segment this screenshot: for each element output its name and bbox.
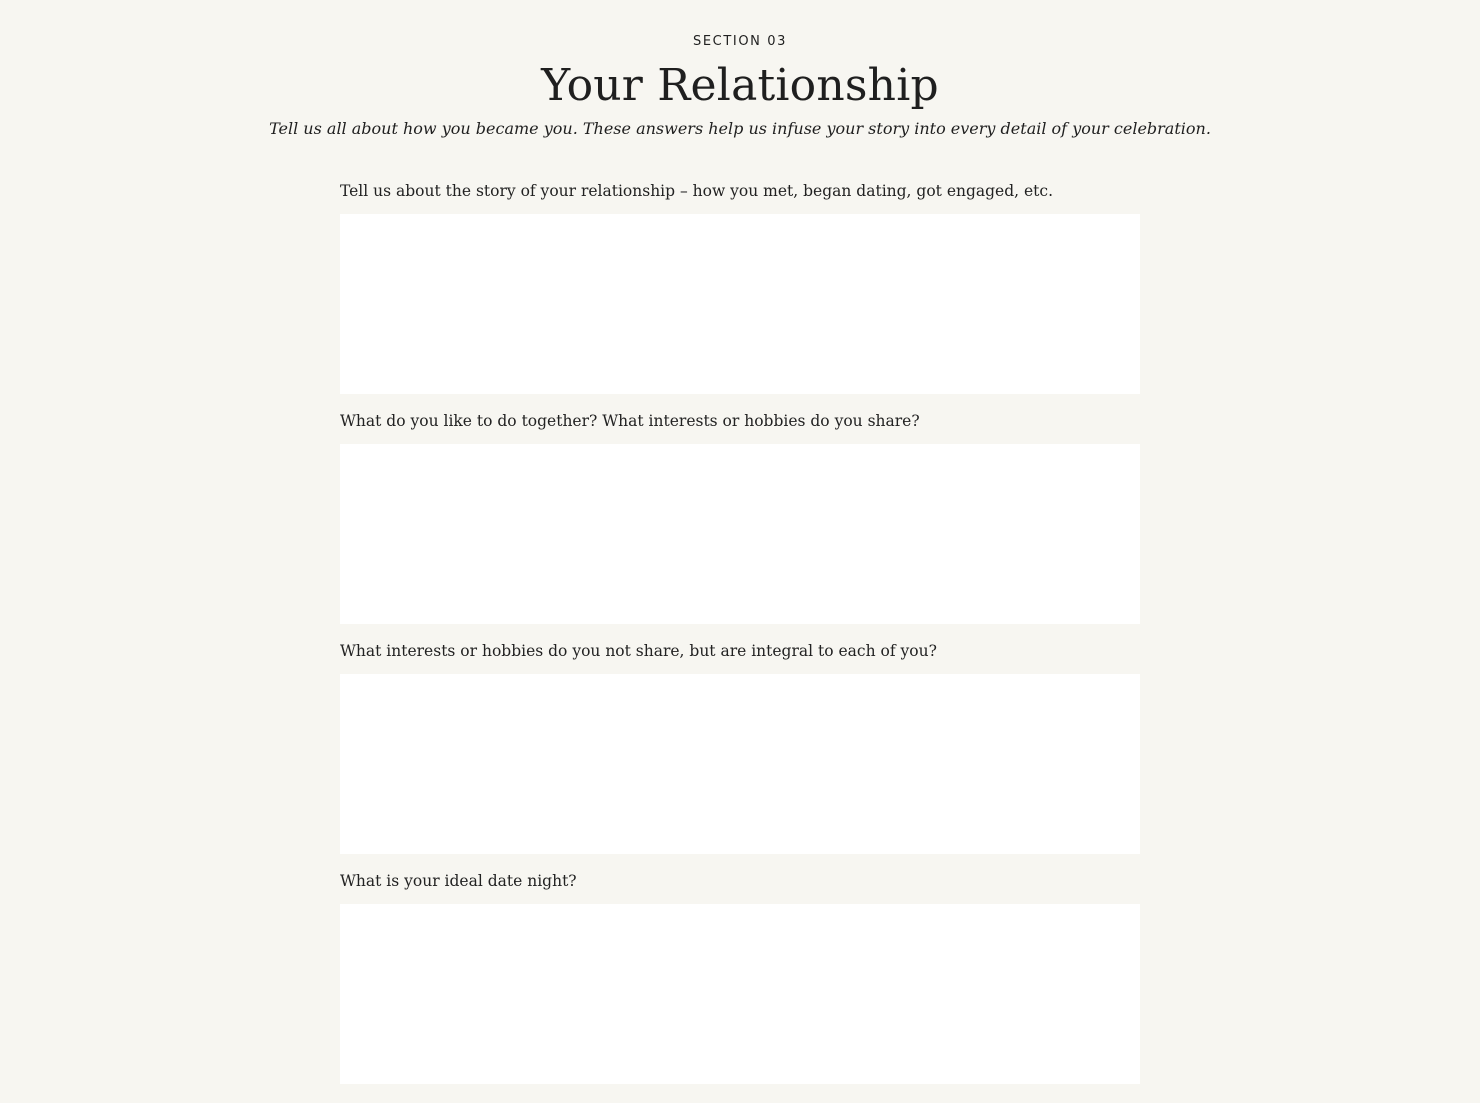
section-subtitle: Tell us all about how you became you. These answers help us infuse your story into every detail of your celebration.	[269, 119, 1211, 138]
question-relationship-story	[340, 178, 1140, 394]
question-individual-interests	[340, 638, 1140, 854]
individual-interests-textarea[interactable]	[340, 674, 1140, 854]
question-label: What do you like to do together? What interests or hobbies do you share?	[340, 412, 920, 430]
relationship-story-textarea[interactable]	[340, 214, 1140, 394]
ideal-date-night-textarea[interactable]	[340, 904, 1140, 1084]
section-header	[0, 0, 1480, 172]
question-label: Tell us about the story of your relationship – how you met, began dating, got engaged, etc.	[340, 182, 1054, 200]
question-label: What interests or hobbies do you not share, but are integral to each of you?	[340, 642, 937, 660]
question-shared-interests	[340, 408, 1140, 624]
relationship-form	[340, 178, 1140, 1098]
section-eyebrow: SECTION 03	[693, 34, 787, 49]
shared-interests-textarea[interactable]	[340, 444, 1140, 624]
section-title: Your Relationship	[541, 60, 939, 111]
question-label: What is your ideal date night?	[340, 872, 577, 890]
question-ideal-date-night	[340, 868, 1140, 1084]
